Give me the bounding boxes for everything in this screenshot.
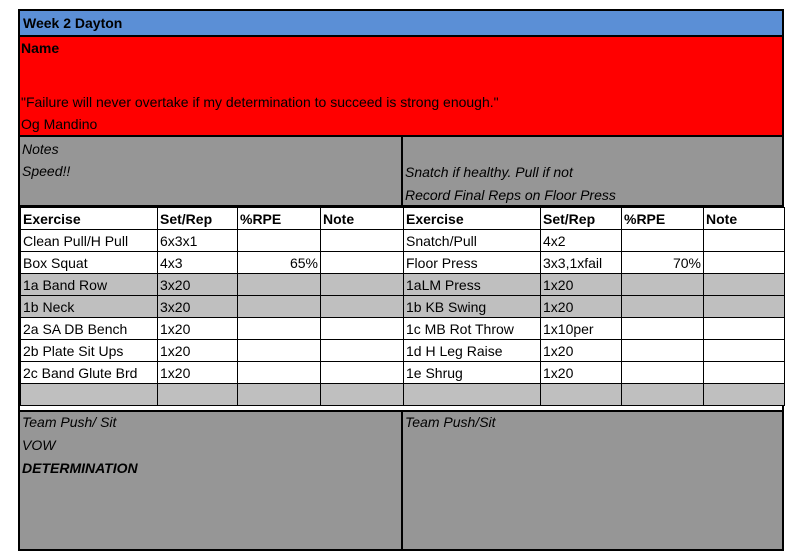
cell-setrep: 1x20 [541,362,622,384]
notes-right-line: Record Final Reps on Floor Press [405,187,616,203]
quote-author: Og Mandino [21,116,98,132]
cell-exercise: 1b Neck [21,296,158,318]
cell-note [321,230,404,252]
cell-note [704,274,785,296]
cell-rpe [238,318,321,340]
cell-setrep: 3x20 [158,296,238,318]
cell-note [704,230,785,252]
table-row [404,340,785,362]
cell-rpe: 70% [622,252,704,274]
notes-right [403,137,782,207]
cell-rpe [238,296,321,318]
cell-setrep: 6x3x1 [158,230,238,252]
cell-note [704,340,785,362]
table-row [404,362,785,384]
cell-exercise: 1b KB Swing [404,296,541,318]
cell-note [321,296,404,318]
bottom-right-line: Team Push/Sit [405,414,496,430]
cell-note [321,274,404,296]
cell-rpe: 65% [238,252,321,274]
cell-rpe [622,296,704,318]
table-row [21,384,404,406]
cell-rpe [622,318,704,340]
workout-sheet [18,9,784,551]
cell-exercise: 1e Shrug [404,362,541,384]
cell-exercise [21,384,158,406]
header-rpe: %RPE [622,208,704,230]
cell-exercise: 1a Band Row [21,274,158,296]
cell-note [321,252,404,274]
notes-left-line: Notes [22,141,59,157]
table-row [21,318,404,340]
cell-setrep: 4x3 [158,252,238,274]
cell-setrep: 3x3,1xfail [541,252,622,274]
header-setrep: Set/Rep [158,208,238,230]
exercise-table-right [403,207,785,406]
cell-exercise: Snatch/Pull [404,230,541,252]
cell-exercise [404,384,541,406]
table-row [21,230,404,252]
cell-setrep [541,384,622,406]
cell-setrep: 1x20 [541,296,622,318]
cell-exercise: Floor Press [404,252,541,274]
table-row [404,384,785,406]
name-quote-box [20,37,782,137]
cell-note [704,252,785,274]
cell-exercise: Clean Pull/H Pull [21,230,158,252]
cell-rpe [238,230,321,252]
table-row [404,274,785,296]
table-row [404,252,785,274]
table-row [21,362,404,384]
cell-setrep: 1x20 [541,274,622,296]
cell-note [321,340,404,362]
cell-rpe [622,230,704,252]
table-row [21,296,404,318]
cell-setrep: 3x20 [158,274,238,296]
name-label: Name [21,40,60,56]
cell-exercise: 1d H Leg Raise [404,340,541,362]
header-rpe: %RPE [238,208,321,230]
table-row [21,274,404,296]
header-setrep: Set/Rep [541,208,622,230]
sheet-title: Week 2 Dayton [20,11,782,37]
cell-exercise: 2c Band Glute Brd [21,362,158,384]
cell-exercise: 2a SA DB Bench [21,318,158,340]
cell-rpe [238,340,321,362]
cell-rpe [622,340,704,362]
cell-setrep: 1x20 [158,362,238,384]
cell-exercise: Box Squat [21,252,158,274]
cell-note [321,384,404,406]
cell-rpe [238,384,321,406]
bottom-notes-left [20,410,403,549]
table-row [21,252,404,274]
table-row [404,318,785,340]
cell-note [321,362,404,384]
notes-right-line: Snatch if healthy. Pull if not [405,164,573,180]
bottom-notes-right [403,410,782,549]
header-note: Note [321,208,404,230]
notes-left-line: Speed!! [22,163,71,179]
cell-note [704,296,785,318]
cell-note [704,318,785,340]
cell-note [704,362,785,384]
quote-text: "Failure will never overtake if my determination to succeed is strong enough." [21,94,499,110]
table-row [404,296,785,318]
cell-note [704,384,785,406]
cell-exercise: 1aLM Press [404,274,541,296]
cell-exercise: 1c MB Rot Throw [404,318,541,340]
table-row [21,340,404,362]
cell-setrep: 4x2 [541,230,622,252]
cell-rpe [622,274,704,296]
exercise-table-left [20,207,404,406]
cell-rpe [238,274,321,296]
cell-exercise: 2b Plate Sit Ups [21,340,158,362]
header-exercise: Exercise [21,208,158,230]
cell-setrep [158,384,238,406]
table-row [404,230,785,252]
cell-setrep: 1x20 [158,318,238,340]
bottom-left-line: VOW [22,437,56,453]
cell-note [321,318,404,340]
cell-rpe [622,384,704,406]
header-exercise: Exercise [404,208,541,230]
cell-setrep: 1x10per [541,318,622,340]
cell-setrep: 1x20 [541,340,622,362]
bottom-left-line: Team Push/ Sit [22,414,117,430]
bottom-left-line: DETERMINATION [22,460,138,476]
cell-setrep: 1x20 [158,340,238,362]
header-note: Note [704,208,785,230]
notes-left [20,137,403,207]
cell-rpe [622,362,704,384]
cell-rpe [238,362,321,384]
